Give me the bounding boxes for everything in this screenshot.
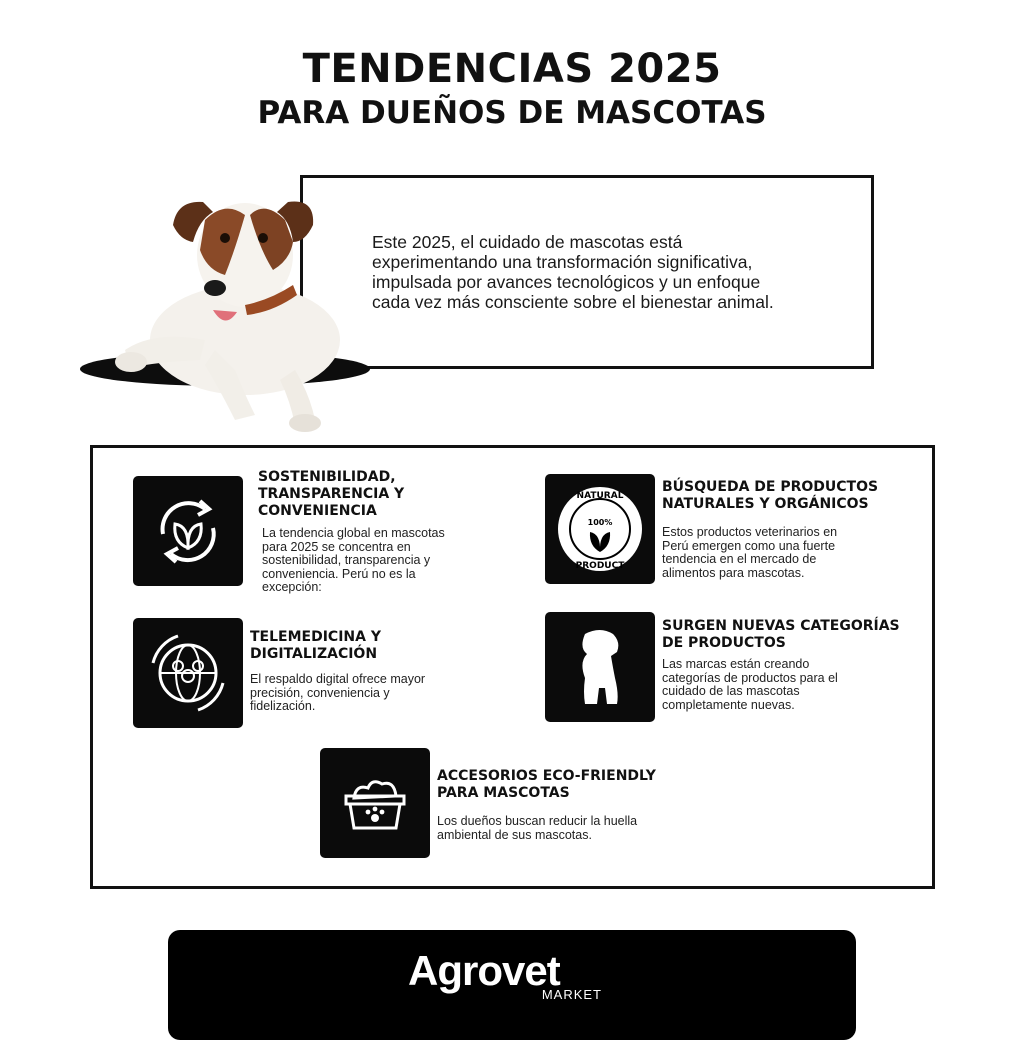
feature-description xyxy=(662,526,837,580)
feature-title-line: TELEMEDICINA Y xyxy=(250,629,381,645)
intro-text xyxy=(372,232,872,312)
recycle-leaf-icon xyxy=(133,476,243,586)
feature-title-line: ACCESORIOS ECO-FRIENDLY xyxy=(437,768,656,784)
feature-title-line: TRANSPARENCIA Y xyxy=(258,486,405,502)
feature-title-line: DE PRODUCTOS xyxy=(662,635,786,651)
feature-description-line: excepción: xyxy=(262,580,322,594)
feature-title xyxy=(250,629,381,663)
feature-description-line: El respaldo digital ofrece mayor xyxy=(250,672,426,686)
feature-description-line: para 2025 se concentra en xyxy=(262,539,411,554)
feature-description-line: Perú emergen como una fuerte xyxy=(662,538,836,553)
logo-subtitle: MARKET xyxy=(541,987,602,1002)
feature-title-line: NATURALES Y ORGÁNICOS xyxy=(662,496,869,512)
logo-wordmark: Agrovet xyxy=(408,947,560,994)
feature-title xyxy=(662,479,878,513)
feature-description xyxy=(250,673,425,714)
feature-title xyxy=(662,618,900,652)
feature-title-line: CONVENIENCIA xyxy=(258,503,377,519)
dog-silhouette-icon xyxy=(545,612,655,722)
feature-title-line: SOSTENIBILIDAD, xyxy=(258,469,396,485)
feature-description-line: cuidado de las mascotas xyxy=(662,684,800,698)
feature-description-line: completamente nuevas. xyxy=(662,697,795,712)
feature-description-line: alimentos para mascotas. xyxy=(662,565,805,580)
brand-logo xyxy=(408,947,608,1007)
feature-title-line: PARA MASCOTAS xyxy=(437,785,570,801)
feature-title-line: BÚSQUEDA DE PRODUCTOS xyxy=(662,479,879,495)
intro-line: cada vez más consciente sobre el bienestar animal. xyxy=(372,292,774,312)
feature-description-line: Los dueños buscan reducir la huella xyxy=(437,814,638,828)
globe-people-icon xyxy=(133,618,243,728)
intro-line: experimentando una transformación significativa, xyxy=(372,252,753,272)
feature-description-line: tendencia en el mercado de xyxy=(662,552,817,566)
page-subtitle: PARA DUEÑOS DE MASCOTAS xyxy=(257,95,767,131)
feature-title-line: DIGITALIZACIÓN xyxy=(250,646,378,662)
feature-description-line: categorías de productos para el xyxy=(662,670,838,685)
feature-description-line: fidelización. xyxy=(250,699,316,713)
feature-description-line: ambiental de sus mascotas. xyxy=(437,827,592,842)
feature-description-line: Las marcas están creando xyxy=(662,657,810,671)
badge-top-text: NATURAL xyxy=(576,491,624,501)
feature-description-line: La tendencia global en mascotas xyxy=(262,526,445,540)
natural-product-badge-icon xyxy=(545,474,655,584)
feature-description xyxy=(262,527,445,595)
badge-center-text: 100% xyxy=(587,518,613,527)
feature-description-line: conveniencia. Perú no es la xyxy=(262,566,416,581)
pet-food-bowl-icon xyxy=(320,748,430,858)
dog-photo xyxy=(95,180,355,440)
feature-description xyxy=(437,815,637,842)
intro-line: impulsada por avances tecnológicos y un enfoque xyxy=(372,272,761,292)
page-title: TENDENCIAS 2025 xyxy=(302,46,722,92)
feature-description-line: sostenibilidad, transparencia y xyxy=(262,553,431,567)
feature-description-line: precisión, conveniencia y xyxy=(250,685,390,700)
badge-bottom-text: PRODUCT xyxy=(575,561,625,571)
feature-title xyxy=(437,768,656,802)
feature-title xyxy=(258,469,404,520)
feature-description-line: Estos productos veterinarios en xyxy=(662,525,838,539)
intro-line: Este 2025, el cuidado de mascotas está xyxy=(372,232,683,252)
feature-title-line: SURGEN NUEVAS CATEGORÍAS xyxy=(662,618,900,634)
feature-description xyxy=(662,658,838,712)
